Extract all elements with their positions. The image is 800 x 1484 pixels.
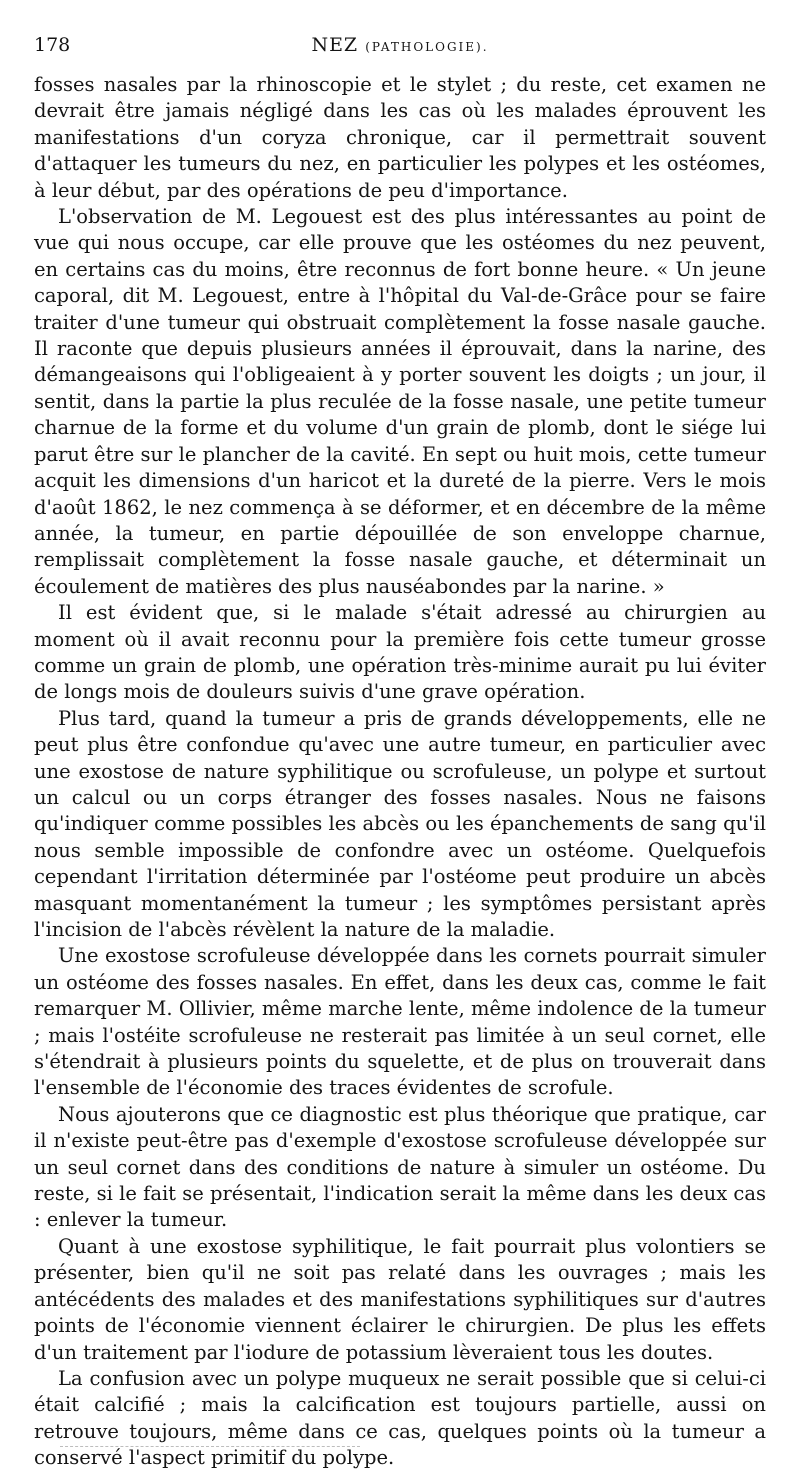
- paragraph: L'observation de M. Legouest est des plus intéressantes au point de vue qui nous occupe, car elle prouve que les ostéomes du nez peuvent, en certains cas du moins, être reconnus de fort bonne heure. « Un jeune caporal, dit M. Legouest, entre à l'hôpital du Val-de-Grâce pour se faire traiter d'une tumeur qui obstruait complètement la fosse nasale gauche. Il raconte que depuis plusieurs années il éprouvait, dans la narine, des démangeaisons qui l'obligeaient à y porter souvent les doigts ; un jour, il sentit, dans la partie la plus reculée de la fosse nasale, une petite tumeur charnue de la forme et du volume d'un grain de plomb, dont le siége lui parut être sur le plancher de la cavité. En sept ou huit mois, cette tumeur acquit les dimensions d'un haricot et la dureté de la pierre. Vers le mois d'août 1862, le nez commença à se déformer, et en décembre de la même année, la tumeur, en partie dépouillée de son enveloppe charnue, remplissait complètement la fosse nasale gauche, et déterminait un écoulement de matières des plus nauséabondes par la narine. »: [34, 205, 766, 598]
- footer-divider: [60, 1446, 360, 1447]
- paragraph-continued: fosses nasales par la rhinoscopie et le stylet ; du reste, cet examen ne devrait être jamais négligé dans les cas où les malades éprouvent les manifestations d'un coryza chronique, car il permettrait souvent d'attaquer les tumeurs du nez, en particulier les polypes et les ostéomes, à leur début, par des opérations de peu d'importance.: [34, 73, 766, 202]
- paragraph: La confusion avec un polype muqueux ne serait possible que si celui-ci était calcifié ; mais la calcification est toujours partielle, aussi on retrouve toujours, même dans ce cas, quelques points où la tumeur a conservé l'aspect primitif du polype.: [34, 1366, 766, 1470]
- running-title-sub: (PATHOLOGIE).: [365, 40, 489, 54]
- body-text: [34, 72, 766, 1472]
- paragraph: Une exostose scrofuleuse développée dans les cornets pourrait simuler un ostéome des fosses nasales. En effet, dans les deux cas, comme le fait remarquer M. Ollivier, même marche lente, même indolence de la tumeur ; mais l'ostéite scrofuleuse ne resterait pas limitée à un seul cornet, elle s'étendrait à plusieurs points du squelette, et de plus on trouverait dans l'ensemble de l'économie des traces évidentes de scrofule.: [34, 944, 766, 1100]
- page-header: [34, 32, 766, 58]
- running-title: [34, 32, 766, 60]
- page-number: 178: [34, 34, 71, 56]
- paragraph: Plus tard, quand la tumeur a pris de grands développements, elle ne peut plus être confondue qu'avec une autre tumeur, en particulier avec une exostose de nature syphilitique ou scrofuleuse, un polype et surtout un calcul ou un corps étranger des fosses nasales. Nous ne faisons qu'indiquer comme possibles les abcès ou les épanchements de sang qu'il nous semble impossible de confondre avec un ostéome. Quelquefois cependant l'irritation déterminée par l'ostéome peut produire un abcès masquant momentanément la tumeur ; les symptômes persistant après l'incision de l'abcès révèlent la nature de la maladie.: [34, 706, 766, 941]
- running-title-main: NEZ: [311, 34, 359, 56]
- paragraph: Nous ajouterons que ce diagnostic est plus théorique que pratique, car il n'existe peut-être pas d'exemple d'exostose scrofuleuse développée sur un seul cornet dans des conditions de nature à simuler un ostéome. Du reste, si le fait se présentait, l'indication serait la même dans les deux cas : enlever la tumeur.: [34, 1102, 766, 1232]
- paragraph: Quant à une exostose syphilitique, le fait pourrait plus volontiers se présenter, bien qu'il ne soit pas relaté dans les ouvrages ; mais les antécédents des malades et des manifestations syphilitiques sur d'autres points de l'économie viennent éclairer le chirurgien. De plus les effets d'un traitement par l'iodure de potassium lèveraient tous les doutes.: [34, 1234, 766, 1364]
- paragraph: Il est évident que, si le malade s'était adressé au chirurgien au moment où il avait reconnu pour la première fois cette tumeur grosse comme un grain de plomb, une opération très-minime aurait pu lui éviter de longs mois de douleurs suivis d'une grave opération.: [34, 601, 766, 704]
